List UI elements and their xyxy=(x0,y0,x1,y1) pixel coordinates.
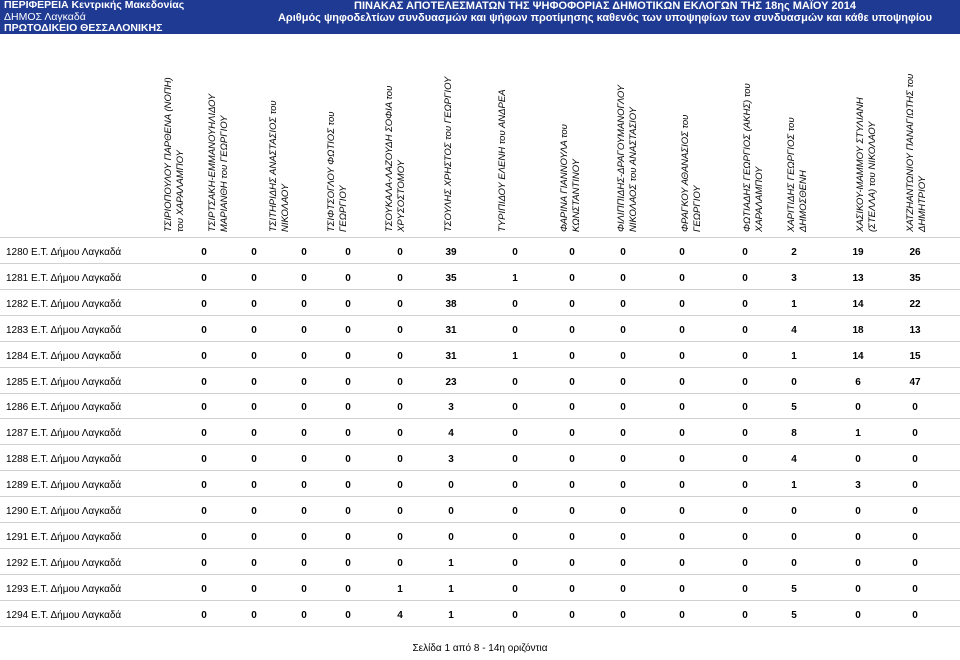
candidate-name: ΤΣΟΥΚΑΛΑ-ΛΑΖΟΥΔΗ ΣΟΦΙΑ του xyxy=(384,85,395,232)
vote-count-cell: 0 xyxy=(569,609,575,621)
candidate-name: ΤΥΡΙΠΙΔΟΥ ΕΛΕΝΗ του ΑΝΔΡΕΑ xyxy=(497,89,508,232)
polling-station-label: 1285 Ε.Τ. Δήμου Λαγκαδά xyxy=(6,376,122,388)
row-divider xyxy=(0,367,960,368)
row-divider xyxy=(0,444,960,445)
candidate-header xyxy=(680,62,736,232)
candidate-name: ΦΑΡΙΝΑ ΓΙΑΝΝΟΥΛΑ του xyxy=(559,124,570,232)
vote-count-cell: 0 xyxy=(742,583,748,595)
candidate-name: ΧΑΣΙΚΟΥ-ΜΑΜΜΟΥ ΣΤΥΛΙΑΝΗ xyxy=(855,97,866,232)
vote-count-cell: 0 xyxy=(679,402,685,414)
vote-count-cell: 0 xyxy=(345,531,351,543)
vote-count-cell: 0 xyxy=(251,557,257,569)
polling-station-label: 1287 Ε.Τ. Δήμου Λαγκαδά xyxy=(6,428,122,440)
vote-count-cell: 0 xyxy=(345,480,351,492)
polling-station-label: 1292 Ε.Τ. Δήμου Λαγκαδά xyxy=(6,557,122,569)
vote-count-cell: 0 xyxy=(301,557,307,569)
vote-count-cell: 0 xyxy=(855,402,861,414)
candidate-header xyxy=(786,62,842,232)
vote-count-cell: 0 xyxy=(679,531,685,543)
vote-count-cell: 0 xyxy=(512,609,518,621)
candidate-father-name: του ΧΑΡΑΛΑΜΠΟΥ xyxy=(175,150,186,232)
row-divider xyxy=(0,496,960,497)
vote-count-cell: 0 xyxy=(301,298,307,310)
vote-count-cell: 6 xyxy=(855,376,861,388)
vote-count-cell: 0 xyxy=(345,557,351,569)
vote-count-cell: 0 xyxy=(679,247,685,258)
vote-count-cell: 4 xyxy=(791,324,797,336)
vote-count-cell: 0 xyxy=(512,583,518,595)
vote-count-cell: 3 xyxy=(448,454,454,466)
vote-count-cell: 8 xyxy=(791,428,797,440)
vote-count-cell: 0 xyxy=(345,376,351,388)
vote-count-cell: 1 xyxy=(512,272,518,284)
vote-count-cell: 0 xyxy=(448,480,454,492)
vote-count-cell: 0 xyxy=(301,324,307,336)
vote-count-cell: 0 xyxy=(679,428,685,440)
vote-count-cell: 18 xyxy=(852,324,864,336)
vote-count-cell: 0 xyxy=(251,324,257,336)
vote-count-cell: 0 xyxy=(251,428,257,440)
vote-count-cell: 0 xyxy=(742,609,748,621)
polling-station-label: 1280 Ε.Τ. Δήμου Λαγκαδά xyxy=(6,247,122,258)
vote-count-cell: 0 xyxy=(512,402,518,414)
vote-count-cell: 0 xyxy=(679,350,685,362)
vote-count-cell: 0 xyxy=(201,480,207,492)
candidate-name: ΦΩΤΙΑΔΗΣ ΓΕΩΡΓΙΟΣ (ΑΚΗΣ) του xyxy=(742,83,753,232)
candidate-header xyxy=(326,62,382,232)
vote-count-cell: 0 xyxy=(620,247,626,258)
vote-count-cell: 0 xyxy=(345,583,351,595)
vote-count-cell: 0 xyxy=(251,350,257,362)
vote-count-cell: 0 xyxy=(301,454,307,466)
vote-count-cell: 1 xyxy=(791,298,797,310)
vote-count-cell: 0 xyxy=(679,376,685,388)
vote-count-cell: 23 xyxy=(445,376,457,388)
vote-count-cell: 0 xyxy=(569,272,575,284)
court-label: ΠΡΩΤΟΔΙΚΕΙΟ ΘΕΣΣΑΛΟΝΙΚΗΣ xyxy=(4,22,163,34)
vote-count-cell: 0 xyxy=(201,298,207,310)
vote-count-cell: 0 xyxy=(512,454,518,466)
candidate-header xyxy=(616,62,672,232)
vote-count-cell: 0 xyxy=(742,298,748,310)
polling-station-label: 1282 Ε.Τ. Δήμου Λαγκαδά xyxy=(6,298,122,310)
row-divider xyxy=(0,418,960,419)
vote-count-cell: 0 xyxy=(679,272,685,284)
vote-count-cell: 0 xyxy=(569,428,575,440)
vote-count-cell: 0 xyxy=(301,247,307,258)
vote-count-cell: 0 xyxy=(397,531,403,543)
vote-count-cell: 0 xyxy=(512,247,518,258)
vote-count-cell: 0 xyxy=(397,480,403,492)
vote-count-cell: 0 xyxy=(397,428,403,440)
vote-count-cell: 0 xyxy=(251,402,257,414)
vote-count-cell: 0 xyxy=(201,350,207,362)
report-subtitle: Αριθμός ψηφοδελτίων συνδυασμών και ψήφων προτίμησης καθενός των υποψηφίων των συνδυασμών και κάθε υποψηφίου xyxy=(277,12,933,24)
vote-count-cell: 0 xyxy=(620,376,626,388)
vote-count-cell: 0 xyxy=(512,376,518,388)
vote-count-cell: 38 xyxy=(445,298,457,310)
vote-count-cell: 0 xyxy=(345,454,351,466)
row-divider xyxy=(0,600,960,601)
page-footer: Σελίδα 1 από 8 - 14η οριζόντια xyxy=(412,643,548,654)
candidate-header xyxy=(497,62,553,232)
vote-count-cell: 0 xyxy=(742,531,748,543)
polling-station-label: 1293 Ε.Τ. Δήμου Λαγκαδά xyxy=(6,583,122,595)
vote-count-cell: 0 xyxy=(301,428,307,440)
vote-count-cell: 0 xyxy=(620,557,626,569)
candidate-father-name: ΝΙΚΟΛΑΟΥ xyxy=(280,183,291,232)
vote-count-cell: 1 xyxy=(448,609,454,621)
vote-count-cell: 15 xyxy=(909,350,921,362)
row-divider xyxy=(0,289,960,290)
vote-count-cell: 0 xyxy=(201,506,207,517)
vote-count-cell: 0 xyxy=(345,247,351,258)
vote-count-cell: 0 xyxy=(569,298,575,310)
vote-count-cell: 0 xyxy=(742,324,748,336)
vote-count-cell: 0 xyxy=(569,324,575,336)
vote-count-cell: 2 xyxy=(791,247,797,258)
vote-count-cell: 0 xyxy=(912,531,918,543)
vote-count-cell: 0 xyxy=(301,272,307,284)
vote-count-cell: 19 xyxy=(852,247,864,258)
candidate-father-name: ΓΕΩΡΓΙΟΥ xyxy=(338,185,349,232)
vote-count-cell: 0 xyxy=(251,480,257,492)
vote-count-cell: 4 xyxy=(791,454,797,466)
region-label: ΠΕΡΙΦΕΡΕΙΑ Κεντρικής Μακεδονίας xyxy=(4,0,185,11)
vote-count-cell: 0 xyxy=(201,376,207,388)
vote-count-cell: 0 xyxy=(912,402,918,414)
vote-count-cell: 0 xyxy=(512,298,518,310)
vote-count-cell: 0 xyxy=(742,376,748,388)
candidate-father-name: ΓΕΩΡΓΙΟΥ xyxy=(692,185,703,232)
vote-count-cell: 0 xyxy=(251,376,257,388)
candidate-header xyxy=(207,62,263,232)
vote-count-cell: 1 xyxy=(397,583,403,595)
vote-count-cell: 14 xyxy=(852,298,864,310)
municipality-label: ΔΗΜΟΣ Λαγκαδά xyxy=(4,10,86,23)
vote-count-cell: 0 xyxy=(569,454,575,466)
vote-count-cell: 0 xyxy=(201,583,207,595)
vote-count-cell: 0 xyxy=(742,480,748,492)
row-divider xyxy=(0,522,960,523)
vote-count-cell: 0 xyxy=(301,350,307,362)
vote-count-cell: 0 xyxy=(251,583,257,595)
candidate-header xyxy=(443,62,499,232)
candidate-name: ΤΣΟΥΛΗΣ ΧΡΗΣΤΟΣ του ΓΕΩΡΓΙΟΥ xyxy=(443,76,454,232)
vote-count-cell: 0 xyxy=(569,350,575,362)
vote-count-cell: 0 xyxy=(620,272,626,284)
vote-count-cell: 0 xyxy=(201,454,207,466)
vote-count-cell: 1 xyxy=(855,428,861,440)
vote-count-cell: 0 xyxy=(679,454,685,466)
vote-count-cell: 31 xyxy=(445,324,457,336)
vote-count-cell: 0 xyxy=(251,298,257,310)
vote-count-cell: 0 xyxy=(912,428,918,440)
vote-count-cell: 0 xyxy=(201,609,207,621)
vote-count-cell: 0 xyxy=(251,272,257,284)
vote-count-cell: 0 xyxy=(620,402,626,414)
vote-count-cell: 13 xyxy=(909,324,921,336)
vote-count-cell: 0 xyxy=(251,609,257,621)
vote-count-cell: 0 xyxy=(251,247,257,258)
vote-count-cell: 0 xyxy=(742,402,748,414)
report-title: ΠΙΝΑΚΑΣ ΑΠΟΤΕΛΕΣΜΑΤΩΝ ΤΗΣ ΨΗΦΟΦΟΡΙΑΣ ΔΗΜΟΤΙΚΩΝ ΕΚΛΟΓΩΝ ΤΗΣ 18ης ΜΑΪΟΥ 2014 xyxy=(354,0,856,12)
vote-count-cell: 0 xyxy=(912,454,918,466)
vote-count-cell: 0 xyxy=(397,350,403,362)
vote-count-cell: 35 xyxy=(909,272,921,284)
vote-count-cell: 5 xyxy=(791,609,797,621)
vote-count-cell: 0 xyxy=(855,583,861,595)
vote-count-cell: 0 xyxy=(855,454,861,466)
vote-count-cell: 3 xyxy=(855,480,861,492)
vote-count-cell: 1 xyxy=(512,350,518,362)
vote-count-cell: 0 xyxy=(512,506,518,517)
vote-count-cell: 0 xyxy=(251,454,257,466)
candidate-name: ΤΣΙΡΙΟΠΟΥΛΟΥ ΠΑΡΘΕΝΑ (ΝΟΠΗ) xyxy=(163,77,174,232)
vote-count-cell: 0 xyxy=(569,376,575,388)
row-divider xyxy=(0,237,960,238)
polling-station-label: 1284 Ε.Τ. Δήμου Λαγκαδά xyxy=(6,350,122,362)
vote-count-cell: 0 xyxy=(791,557,797,569)
candidate-father-name: ΜΑΡΙΑΝΘΗ του ΓΕΩΡΓΙΟΥ xyxy=(219,115,230,232)
vote-count-cell: 0 xyxy=(397,376,403,388)
vote-count-cell: 0 xyxy=(397,324,403,336)
vote-count-cell: 0 xyxy=(912,583,918,595)
candidate-name: ΤΣΙΤΗΡΙΔΗΣ ΑΝΑΣΤΑΣΙΟΣ του xyxy=(268,100,279,232)
report-header xyxy=(0,0,960,34)
candidate-name: ΤΣΙΦΤΣΟΓΛΟΥ ΦΩΤΙΟΣ του xyxy=(326,111,337,232)
vote-count-cell: 0 xyxy=(742,506,748,517)
vote-count-cell: 0 xyxy=(345,428,351,440)
vote-count-cell: 0 xyxy=(251,531,257,543)
vote-count-cell: 0 xyxy=(855,557,861,569)
vote-count-cell: 0 xyxy=(201,531,207,543)
vote-count-cell: 0 xyxy=(345,350,351,362)
polling-station-label: 1291 Ε.Τ. Δήμου Λαγκαδά xyxy=(6,531,122,543)
polling-station-label: 1286 Ε.Τ. Δήμου Λαγκαδά xyxy=(6,402,122,414)
vote-count-cell: 31 xyxy=(445,350,457,362)
vote-count-cell: 0 xyxy=(742,272,748,284)
vote-count-cell: 1 xyxy=(448,557,454,569)
vote-count-cell: 0 xyxy=(397,557,403,569)
vote-count-cell: 0 xyxy=(397,402,403,414)
candidate-father-name: ΔΗΜΟΣΘΕΝΗ xyxy=(798,170,809,232)
candidate-name: ΧΑΡΙΤΙΔΗΣ ΓΕΩΡΓΙΟΣ του xyxy=(786,117,797,232)
vote-count-cell: 0 xyxy=(345,324,351,336)
vote-count-cell: 0 xyxy=(791,531,797,543)
vote-count-cell: 0 xyxy=(301,609,307,621)
vote-count-cell: 0 xyxy=(301,583,307,595)
row-divider xyxy=(0,470,960,471)
vote-count-cell: 0 xyxy=(201,557,207,569)
vote-count-cell: 0 xyxy=(679,324,685,336)
row-divider xyxy=(0,548,960,549)
candidate-header xyxy=(559,62,615,232)
vote-count-cell: 0 xyxy=(512,324,518,336)
vote-count-cell: 1 xyxy=(791,350,797,362)
vote-count-cell: 0 xyxy=(569,531,575,543)
vote-count-cell: 0 xyxy=(569,247,575,258)
header-center xyxy=(250,0,960,24)
vote-count-cell: 0 xyxy=(742,454,748,466)
vote-count-cell: 0 xyxy=(620,480,626,492)
vote-count-cell: 22 xyxy=(909,298,921,310)
vote-count-cell: 0 xyxy=(397,272,403,284)
vote-count-cell: 0 xyxy=(201,428,207,440)
polling-station-label: 1281 Ε.Τ. Δήμου Λαγκαδά xyxy=(6,272,122,284)
vote-count-cell: 0 xyxy=(397,247,403,258)
vote-count-cell: 0 xyxy=(301,376,307,388)
vote-count-cell: 1 xyxy=(448,583,454,595)
vote-count-cell: 0 xyxy=(912,480,918,492)
vote-count-cell: 0 xyxy=(301,506,307,517)
vote-count-cell: 0 xyxy=(201,324,207,336)
vote-count-cell: 0 xyxy=(201,402,207,414)
vote-count-cell: 0 xyxy=(345,298,351,310)
polling-station-label: 1290 Ε.Τ. Δήμου Λαγκαδά xyxy=(6,506,122,517)
vote-count-cell: 0 xyxy=(742,428,748,440)
vote-count-cell: 0 xyxy=(620,609,626,621)
vote-count-cell: 0 xyxy=(912,557,918,569)
vote-count-cell: 0 xyxy=(855,506,861,517)
vote-count-cell: 13 xyxy=(852,272,864,284)
candidate-father-name: ΧΡΥΣΟΣΤΟΜΟΥ xyxy=(396,160,407,232)
candidate-header xyxy=(268,62,324,232)
polling-station-label: 1283 Ε.Τ. Δήμου Λαγκαδά xyxy=(6,324,122,336)
row-divider xyxy=(0,315,960,316)
vote-count-cell: 35 xyxy=(445,272,457,284)
vote-count-cell: 3 xyxy=(791,272,797,284)
vote-count-cell: 4 xyxy=(397,609,403,621)
vote-count-cell: 0 xyxy=(301,531,307,543)
row-divider xyxy=(0,341,960,342)
candidate-header xyxy=(905,62,960,232)
vote-count-cell: 26 xyxy=(909,247,921,258)
candidate-header xyxy=(855,62,911,232)
vote-count-cell: 5 xyxy=(791,402,797,414)
vote-count-cell: 0 xyxy=(397,298,403,310)
vote-count-cell: 5 xyxy=(791,583,797,595)
candidate-father-name: (ΣΤΕΛΛΑ) του ΝΙΚΟΛΑΟΥ xyxy=(867,121,878,232)
vote-count-cell: 0 xyxy=(620,350,626,362)
vote-count-cell: 14 xyxy=(852,350,864,362)
vote-count-cell: 0 xyxy=(569,557,575,569)
vote-count-cell: 0 xyxy=(448,506,454,517)
vote-count-cell: 4 xyxy=(448,428,454,440)
vote-count-cell: 3 xyxy=(448,402,454,414)
candidate-name: ΦΙΛΙΠΠΙΔΗΣ-ΔΡΑΓΟΥΜΑΝΟΓΛΟΥ xyxy=(616,84,627,232)
vote-count-cell: 0 xyxy=(620,428,626,440)
vote-count-cell: 0 xyxy=(620,531,626,543)
candidate-father-name: ΔΗΜΗΤΡΙΟΥ xyxy=(917,176,928,232)
vote-count-cell: 0 xyxy=(620,324,626,336)
candidate-father-name: ΝΙΚΟΛΑΟΣ του ΑΝΑΣΤΑΣΙΟΥ xyxy=(628,107,639,232)
polling-station-label: 1294 Ε.Τ. Δήμου Λαγκαδά xyxy=(6,609,122,621)
vote-count-cell: 0 xyxy=(620,506,626,517)
candidate-header xyxy=(384,62,440,232)
vote-count-cell: 0 xyxy=(742,247,748,258)
vote-count-cell: 0 xyxy=(679,609,685,621)
header-left xyxy=(4,0,254,35)
vote-count-cell: 0 xyxy=(251,506,257,517)
row-divider xyxy=(0,574,960,575)
vote-count-cell: 0 xyxy=(679,583,685,595)
vote-count-cell: 0 xyxy=(345,272,351,284)
vote-count-cell: 0 xyxy=(569,506,575,517)
vote-count-cell: 0 xyxy=(855,531,861,543)
vote-count-cell: 0 xyxy=(679,298,685,310)
vote-count-cell: 0 xyxy=(397,506,403,517)
vote-count-cell: 0 xyxy=(512,557,518,569)
vote-count-cell: 0 xyxy=(397,454,403,466)
vote-count-cell: 0 xyxy=(512,531,518,543)
vote-count-cell: 0 xyxy=(345,402,351,414)
vote-count-cell: 0 xyxy=(791,506,797,517)
vote-count-cell: 0 xyxy=(679,480,685,492)
candidate-name: ΧΑΤΖΗΑΝΤΩΝΙΟΥ ΠΑΝΑΓΙΩΤΗΣ του xyxy=(905,73,916,232)
vote-count-cell: 0 xyxy=(742,350,748,362)
candidate-name: ΤΣΙΡΤΣΑΚΗ-ΕΜΜΑΝΟΥΗΛΙΔΟΥ xyxy=(207,93,218,232)
vote-count-cell: 39 xyxy=(445,247,457,258)
vote-count-cell: 0 xyxy=(301,480,307,492)
vote-count-cell: 0 xyxy=(345,506,351,517)
row-divider xyxy=(0,263,960,264)
vote-count-cell: 0 xyxy=(569,480,575,492)
vote-count-cell: 0 xyxy=(679,506,685,517)
vote-count-cell: 0 xyxy=(679,557,685,569)
vote-count-cell: 0 xyxy=(201,272,207,284)
vote-count-cell: 0 xyxy=(201,247,207,258)
vote-count-cell: 0 xyxy=(791,376,797,388)
candidate-father-name: ΧΑΡΑΛΑΜΠΟΥ xyxy=(754,166,765,232)
vote-count-cell: 0 xyxy=(620,454,626,466)
vote-count-cell: 0 xyxy=(569,583,575,595)
polling-station-label: 1289 Ε.Τ. Δήμου Λαγκαδά xyxy=(6,480,122,492)
vote-count-cell: 47 xyxy=(909,376,921,388)
vote-count-cell: 0 xyxy=(448,531,454,543)
vote-count-cell: 0 xyxy=(512,428,518,440)
vote-count-cell: 0 xyxy=(912,609,918,621)
vote-count-cell: 0 xyxy=(569,402,575,414)
candidate-father-name: ΚΩΝΣΤΑΝΤΙΝΟΥ xyxy=(571,159,582,232)
vote-count-cell: 0 xyxy=(855,609,861,621)
candidate-name: ΦΡΑΓΚΟΥ ΑΘΑΝΑΣΙΟΣ του xyxy=(680,114,691,232)
vote-count-cell: 0 xyxy=(742,557,748,569)
vote-count-cell: 0 xyxy=(620,298,626,310)
vote-count-cell: 0 xyxy=(912,506,918,517)
vote-count-cell: 0 xyxy=(301,402,307,414)
row-divider xyxy=(0,393,960,394)
vote-count-cell: 0 xyxy=(620,583,626,595)
vote-count-cell: 1 xyxy=(791,480,797,492)
row-divider xyxy=(0,626,960,627)
vote-count-cell: 0 xyxy=(512,480,518,492)
polling-station-label: 1288 Ε.Τ. Δήμου Λαγκαδά xyxy=(6,454,122,466)
vote-count-cell: 0 xyxy=(345,609,351,621)
